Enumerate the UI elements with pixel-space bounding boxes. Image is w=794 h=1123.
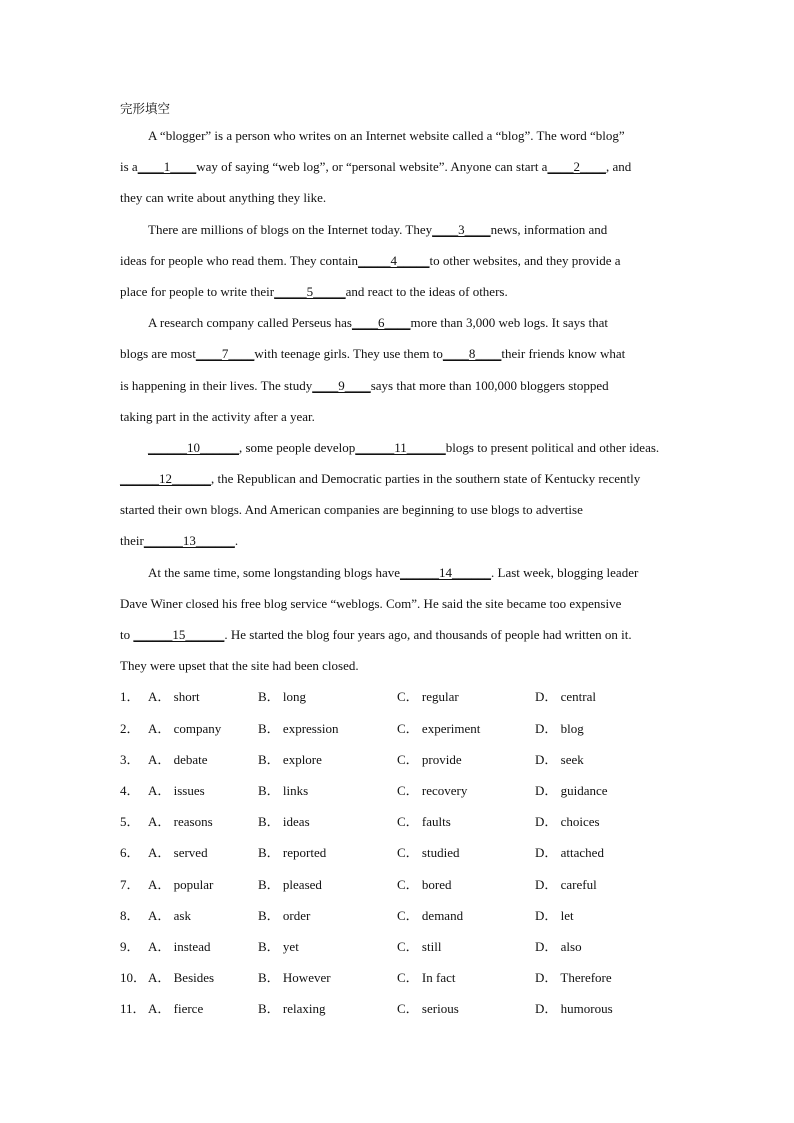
option-a: A． ask [148,907,191,923]
text-span: . Last week, blogging leader [491,564,639,580]
text-span: , some people develop [239,439,356,455]
text-span: more than 3,000 web logs. It says that [410,315,608,331]
option-c: C． regular [397,689,459,705]
option-b: B． relaxing [258,1001,326,1017]
option-b: B． pleased [258,876,322,892]
question-number: 5． [120,814,140,830]
question-number: 4． [120,782,140,798]
text-span: way of saying “web log”, or “personal website”. Anyone can start a [196,159,548,175]
text-span: says that more than 100,000 bloggers stopped [370,377,609,393]
blank-11: ______11______ [355,439,446,455]
text-span: their friends know what [501,346,626,362]
text-span: There are millions of blogs on the Internet today. They [148,221,433,237]
option-d: D． blog [535,720,584,736]
options-list [120,681,680,1024]
passage-line [120,276,680,307]
option-b: B． explore [258,751,322,767]
option-c: C． provide [397,751,462,767]
option-a: A． reasons [148,814,213,830]
blank-7: ____7____ [195,346,255,362]
text-span: their [120,533,144,549]
option-c: C． recovery [397,782,468,798]
option-a: A． debate [148,751,208,767]
option-row [120,993,680,1024]
text-span: is happening in their lives. The study [120,377,313,393]
option-b: B． long [258,689,307,705]
text-span: At the same time, some longstanding blogs have [148,564,401,580]
option-row [120,837,680,868]
option-row [120,681,680,712]
text-span: , the Republican and Democratic parties in the southern state of Kentucky recently [211,471,641,487]
blank-14: ______14______ [400,564,492,580]
text-span: they can write about anything they like. [120,190,327,206]
option-c: C． bored [397,876,452,892]
exercise-title: 完形填空 [120,101,171,116]
text-span: to [120,627,131,642]
question-number: 1． [120,689,140,705]
blank-6: ____6____ [351,315,411,331]
blank-4: _____4_____ [358,252,430,268]
option-b: B． reported [258,845,327,861]
option-d: D． let [535,907,574,923]
text-span: news, information and [490,221,608,237]
exercise-page [120,98,680,1024]
option-row [120,900,680,931]
passage-line [120,588,680,619]
passage-line [120,120,680,151]
question-number: 11． [120,1001,146,1017]
question-number: 10． [120,970,147,986]
option-d: D． central [535,689,597,705]
option-b: B． ideas [258,814,310,830]
text-span: . [234,533,239,549]
text-span: A research company called Perseus has [148,315,352,331]
text-span: is a [120,159,138,175]
passage-line [120,307,680,338]
passage-line [120,494,680,525]
passage-line [120,432,680,463]
blank-9: ____9____ [312,377,371,393]
question-number: 8． [120,907,140,923]
option-d: D． Therefore [535,970,612,986]
text-span: ideas for people who read them. They contain [120,252,359,268]
option-row [120,931,680,962]
question-number: 2． [120,720,140,736]
passage [120,120,680,681]
passage-line [120,619,680,650]
blank-8: ____8____ [442,346,502,362]
option-c: C． faults [397,814,451,830]
option-d: D． also [535,938,582,954]
blank-1: ____1____ [137,159,197,175]
passage-line [120,182,680,213]
question-number: 9． [120,938,140,954]
option-c: C． serious [397,1001,459,1017]
option-a: A． fierce [148,1001,204,1017]
option-b: B． yet [258,938,299,954]
text-span: taking part in the activity after a year. [120,408,315,424]
text-span: and react to the ideas of others. [345,283,508,299]
option-row [120,713,680,744]
text-span: . He started the blog four years ago, and thousands of people had written on it. [224,627,632,642]
option-c: C． demand [397,907,464,923]
blank-5: _____5_____ [274,283,346,299]
option-c: C． still [397,938,442,954]
option-d: D． guidance [535,782,608,798]
option-a: A． company [148,720,222,736]
text-span: , and [605,159,632,175]
option-row [120,775,680,806]
option-a: A． short [148,689,200,705]
text-span: Dave Winer closed his free blog service “weblogs. Com”. He said the site became too expensive [120,595,622,611]
blank-12: ______12______ [120,471,211,487]
option-a: A． popular [148,876,214,892]
passage-line [120,214,680,245]
question-number: 6． [120,845,140,861]
option-b: B． expression [258,720,339,736]
text-span: blogs to present political and other ideas. [445,439,660,455]
text-span: A “blogger” is a person who writes on an Internet website called a “blog”. The word “blog” [148,128,625,143]
option-d: D． humorous [535,1001,613,1017]
passage-line [120,525,680,556]
passage-line [120,245,680,276]
option-row [120,869,680,900]
option-row [120,806,680,837]
option-a: A． issues [148,782,205,798]
option-c: C． experiment [397,720,481,736]
blank-13: ______13______ [143,533,235,549]
text-span: with teenage girls. They use them to [254,346,443,362]
option-d: D． attached [535,845,604,861]
text-span: They were upset that the site had been closed. [120,658,359,674]
option-b: B． links [258,782,309,798]
blank-3: ____3____ [432,221,491,237]
option-c: C． In fact [397,970,456,986]
text-span: started their own blogs. And American companies are beginning to use blogs to advertise [120,502,583,518]
passage-line [120,557,680,588]
option-d: D． seek [535,751,584,767]
blank-15: ______15______ [133,627,225,642]
passage-line [120,370,680,401]
question-number: 7． [120,876,140,892]
option-row [120,962,680,993]
passage-line [120,338,680,369]
option-c: C． studied [397,845,460,861]
blank-10: ______10______ [148,439,239,455]
option-d: D． choices [535,814,600,830]
blank-2: ____2____ [547,159,606,175]
option-b: B． However [258,970,331,986]
option-d: D． careful [535,876,597,892]
option-row [120,744,680,775]
passage-line [120,151,680,182]
option-a: A． instead [148,938,211,954]
text-span: blogs are most [120,346,196,362]
text-span: to other websites, and they provide a [429,252,621,268]
passage-line [120,401,680,432]
option-a: A． Besides [148,970,215,986]
passage-line [120,650,680,681]
option-a: A． served [148,845,208,861]
question-number: 3． [120,751,140,767]
text-span: place for people to write their [120,283,275,299]
passage-line [120,463,680,494]
option-b: B． order [258,907,311,923]
